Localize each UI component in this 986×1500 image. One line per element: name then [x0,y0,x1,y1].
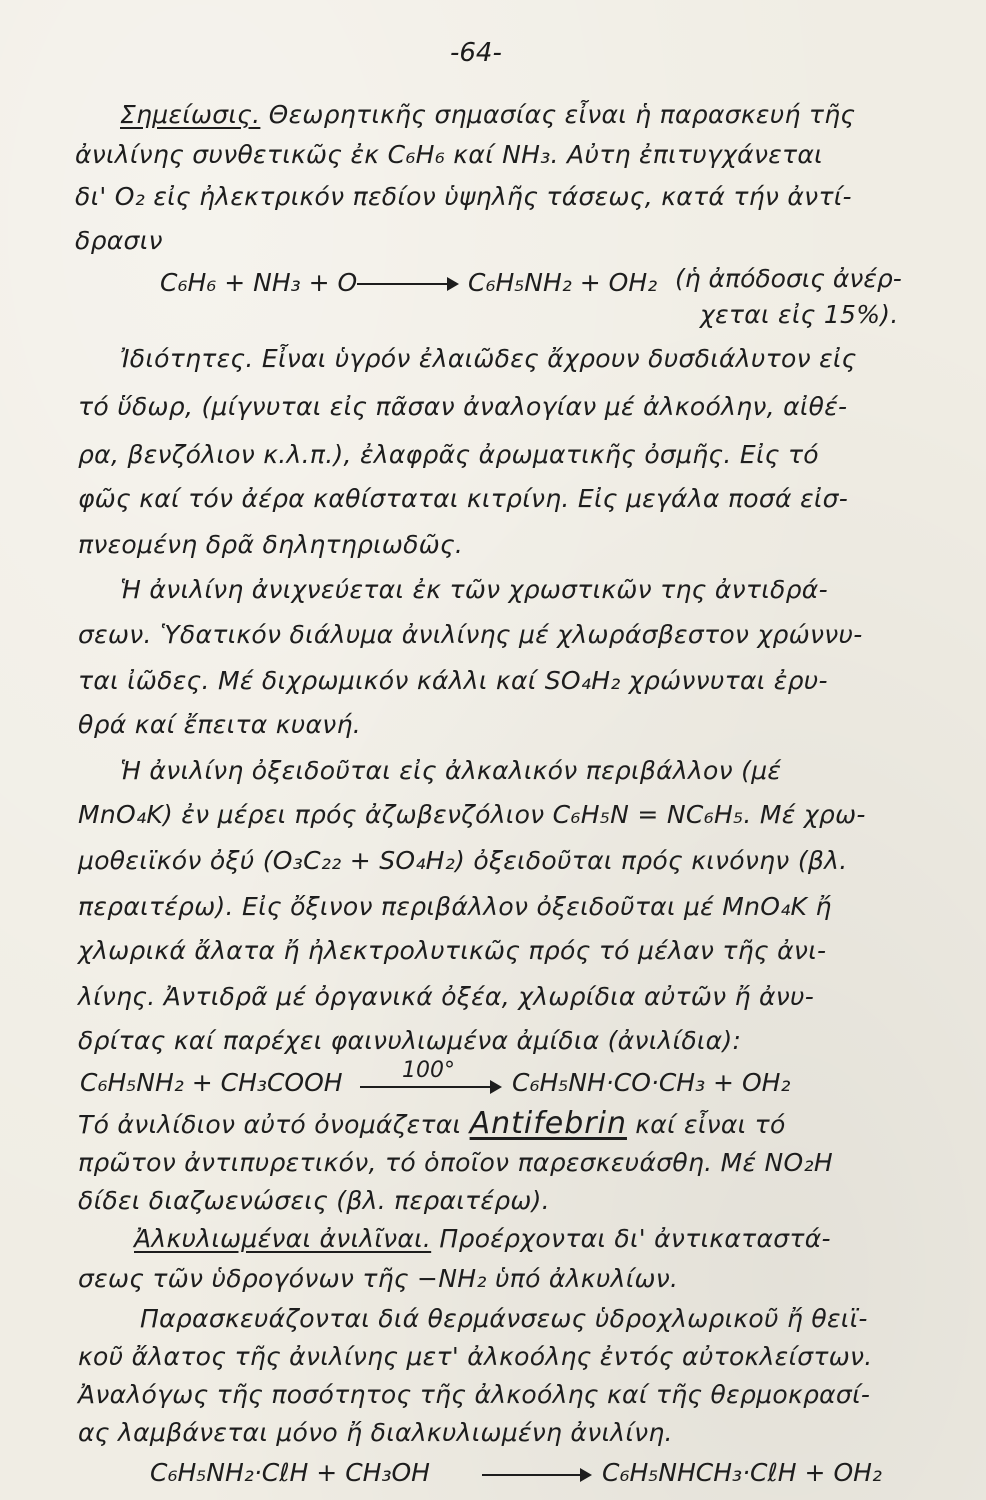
text-line-15: Ἡ ἀνιλίνη ὀξειδοῦται εἰς ἀλκαλικόν περιβάλλον (μέ [120,756,782,785]
text-line-29: Ἀναλόγως τῆς ποσότητος τῆς ἀλκοόλης καί τῆς θερμοκρασί- [78,1380,871,1409]
text-line-17: μοθειϊκόν ὀξύ (O₃C₂₂ + SO₄H₂) ὀξειδοῦται πρός κινόνην (βλ. [78,846,848,875]
text-line-9: φῶς καί τόν ἀέρα καθίσταται κιτρίνη. Εἰς μεγάλα ποσά εἰσ- [78,484,849,513]
reaction-1-left: C₆H₆ + NH₃ + O [160,268,358,297]
reaction-1-arrow [357,283,457,285]
text-line-10: πνεομένη δρᾶ δηλητηριωδῶς. [78,530,464,559]
reaction-1-note: (ἡ ἀπόδοσις ἀνέρ- [675,264,902,293]
text-line-6: Ἰδιότητες. Εἶναι ὑγρόν ἐλαιῶδες ἄχρουν δυσδιάλυτον εἰς [120,344,857,373]
reaction-2-condition: 100° [402,1058,455,1083]
text-line-16: MnO₄K) ἐν μέρει πρός ἀζωβενζόλιον C₆H₅N = NC₆H₅. Μέ χρω- [78,800,866,829]
text-line-2: ἀνιλίνης συνθετικῶς ἐκ C₆H₆ καί NH₃. Αὐτη ἐπιτυγχάνεται [75,140,823,169]
reaction-3-left: C₆H₅NH₂·CℓH + CH₃OH [150,1458,430,1487]
antifebrin-name: Antifebrin [469,1106,627,1141]
alkyl-heading: Ἀλκυλιωμέναι ἀνιλῖναι. [134,1224,432,1253]
text-line-11: Ἡ ἀνιλίνη ἀνιχνεύεται ἐκ τῶν χρωστικῶν της ἀντιδρά- [120,575,828,604]
antifebrin-lead: Τό ἀνιλίδιον αὐτό ὀνομάζεται [78,1110,462,1139]
text-line-19: χλωρικά ἄλατα ἤ ἠλεκτρολυτικῶς πρός τό μέλαν τῆς ἀνι- [78,936,827,965]
reaction-2-left: C₆H₅NH₂ + CH₃COOH [80,1068,343,1097]
text-line-30: ας λαμβάνεται μόνο ἤ διαλκυλιωμένη ἀνιλίνη. [78,1418,673,1447]
alkyl-heading-rest: Προέρχονται δι' ἀντικαταστά- [439,1224,831,1253]
text-line-20: λίνης. Ἀντιδρᾶ μέ ὀργανικά ὀξέα, χλωρίδια αὐτῶν ἤ ἀνυ- [78,982,815,1011]
text-line-21: δρίτας καί παρέχει φαινυλιωμένα ἀμίδια (ἀνιλίδια): [78,1026,742,1055]
text-line-1 [120,100,855,129]
text-line-18: περαιτέρω). Εἰς ὄξινον περιβάλλον ὀξειδοῦται μέ MnO₄K ἤ [78,892,832,921]
text-line-13: ται ἰῶδες. Μέ διχρωμικόν κάλλι καί SO₄H₂ χρώννυται ἐρυ- [78,666,828,695]
text-line-12: σεων. Ὑδατικόν διάλυμα ἀνιλίνης μέ χλωράσβεστον χρώννυ- [78,620,863,649]
text-line-26: σεως τῶν ὑδρογόνων τῆς −NH₂ ὑπό ἀλκυλίων. [78,1264,679,1293]
text-line-7: τό ὕδωρ, (μίγνυται εἰς πᾶσαν ἀναλογίαν μέ ἀλκοόλην, αἰθέ- [78,392,848,421]
reaction-3-right: C₆H₅NHCH₃·CℓH + OH₂ [602,1458,882,1487]
text-line-3: δι' O₂ εἰς ἠλεκτρικόν πεδίον ὑψηλῆς τάσεως, κατά τήν ἀντί- [75,182,852,211]
note-heading: Σημείωσις. [120,100,261,129]
text-line-14: θρά καί ἔπειτα κυανή. [78,710,361,739]
antifebrin-tail: καί εἶναι τό [635,1110,786,1139]
text-line-27: Παρασκευάζονται διά θερμάνσεως ὑδροχλωρικοῦ ἤ θειϊ- [140,1304,868,1333]
page-number: -64- [450,38,502,68]
reaction-3-arrow [482,1474,590,1476]
text-line-24: δίδει διαζωενώσεις (βλ. περαιτέρω). [78,1186,550,1215]
note-heading-rest: Θεωρητικῆς σημασίας εἶναι ἡ παρασκευή τῆς [260,100,856,129]
text-line-25 [134,1224,831,1253]
reaction-1-right: C₆H₅NH₂ + OH₂ [468,268,658,297]
reaction-2-right: C₆H₅NH·CO·CH₃ + OH₂ [512,1068,791,1097]
text-line-23: πρῶτον ἀντιπυρετικόν, τό ὁποῖον παρεσκευάσθη. Μέ NO₂H [78,1148,833,1177]
reaction-2-arrow [360,1086,500,1088]
text-line-5: χεται εἰς 15%). [700,300,899,329]
text-line-4: δρασιν [75,226,163,255]
text-line-8: ρα, βενζόλιον κ.λ.π.), ἐλαφρᾶς ἀρωματικῆς ὀσμῆς. Εἰς τό [78,440,819,469]
text-line-22 [78,1106,786,1141]
text-line-28: κοῦ ἄλατος τῆς ἀνιλίνης μετ' ἀλκοόλης ἐντός αὐτοκλείστων. [78,1342,873,1371]
